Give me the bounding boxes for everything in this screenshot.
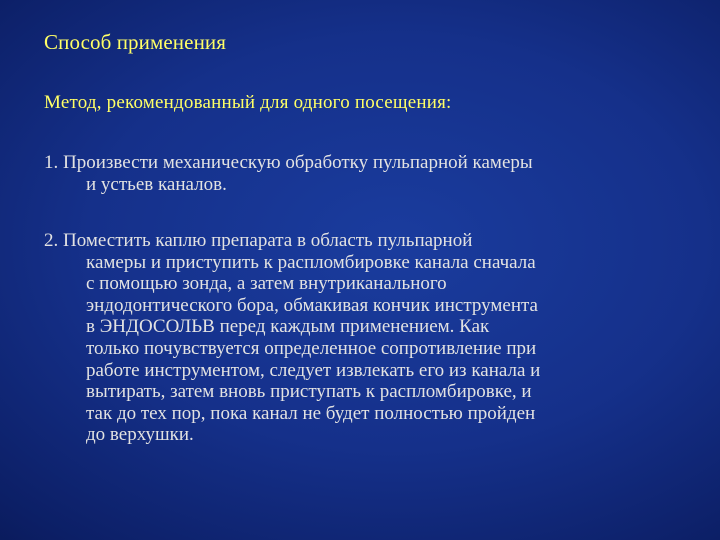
- step-2-line: работе инструментом, следует извлекать его из канала и: [86, 359, 541, 381]
- instruction-step-2: [44, 230, 704, 446]
- step-2-line: камеры и приступить к распломбировке канала сначала: [86, 251, 536, 273]
- step-1-line: и устьев каналов.: [86, 173, 227, 195]
- slide-subtitle: Метод, рекомендованный для одного посещения:: [44, 92, 452, 113]
- slide-title: Способ применения: [44, 30, 227, 54]
- step-2-line: до верхушки.: [86, 424, 194, 446]
- step-2-line: с помощью зонда, а затем внутриканального: [86, 273, 447, 295]
- step-2-line: так до тех пор, пока канал не будет полностью пройден: [86, 402, 536, 424]
- step-1-line: 1. Произвести механическую обработку пульпарной камеры: [44, 152, 533, 173]
- step-2-line: 2. Поместить каплю препарата в область пульпарной: [44, 230, 473, 251]
- step-2-line: эндодонтического бора, обмакивая кончик инструмента: [86, 294, 538, 316]
- instruction-step-1: [44, 152, 704, 195]
- step-2-line: вытирать, затем вновь приступать к распломбировке, и: [86, 381, 532, 403]
- step-2-line: только почувствуется определенное сопротивление при: [86, 337, 537, 359]
- step-2-line: в ЭНДОСОЛЬВ перед каждым применением. Как: [86, 316, 490, 338]
